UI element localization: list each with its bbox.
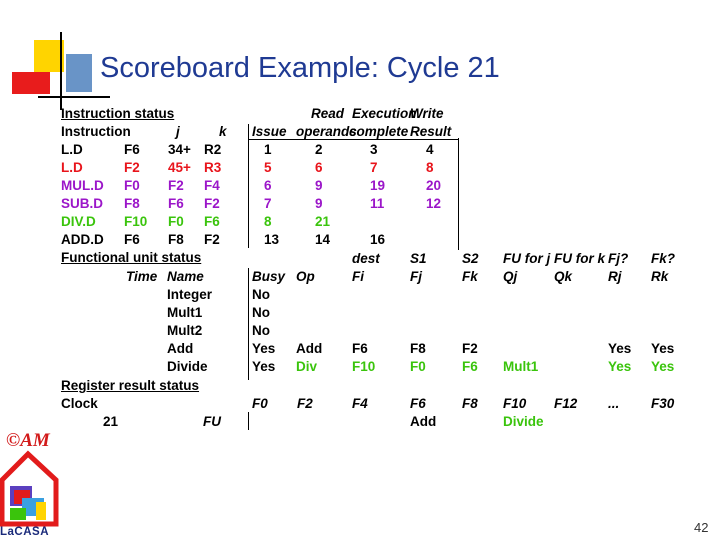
col-header-execution: Execution [352, 106, 417, 121]
instr-cell-issue: 6 [264, 178, 272, 193]
fu-header-qk: Qk [554, 269, 573, 284]
instr-cell-dest: F6 [124, 232, 140, 247]
fu-header-dest: dest [352, 251, 380, 266]
fu-cell-busy: Yes [252, 341, 276, 356]
fu-cell-rj: Yes [608, 359, 632, 374]
col-header-issue: Issue [252, 124, 287, 139]
fu-label: FU [203, 414, 221, 429]
grid-line-reg-left [248, 412, 249, 430]
instr-cell-op: DIV.D [61, 214, 96, 229]
instr-cell-read: 14 [315, 232, 331, 247]
fu-cell-name: Add [167, 341, 194, 356]
instr-cell-j: F6 [168, 196, 184, 211]
grid-line-left [248, 124, 249, 248]
fu-header-fu-for-j: FU for j [503, 251, 551, 266]
register-name: F4 [352, 396, 368, 411]
slide-title: Scoreboard Example: Cycle 21 [100, 52, 500, 84]
fu-cell-fk: F6 [462, 359, 478, 374]
fu-header-rj: Rj [608, 269, 622, 284]
register-name: F10 [503, 396, 527, 411]
instr-cell-k: F4 [204, 178, 220, 193]
col-header-j: j [176, 124, 180, 139]
register-name: F12 [554, 396, 578, 411]
register-name: ... [608, 396, 620, 411]
fu-header-name: Name [167, 269, 204, 284]
functional-unit-status-title: Functional unit status [61, 250, 202, 265]
col-header-write: Write [410, 106, 444, 121]
instr-cell-issue: 1 [264, 142, 272, 157]
fu-header-qj: Qj [503, 269, 518, 284]
fu-header-op: Op [296, 269, 315, 284]
fu-header-rk: Rk [651, 269, 669, 284]
fu-header-time: Time [126, 269, 158, 284]
instr-cell-dest: F2 [124, 160, 140, 175]
col-header-complete: complete [349, 124, 409, 139]
instr-cell-issue: 7 [264, 196, 272, 211]
fu-cell-name: Integer [167, 287, 213, 302]
instr-cell-exec: 7 [370, 160, 378, 175]
instr-cell-k: R2 [204, 142, 222, 157]
instruction-status-title: Instruction status [61, 106, 175, 121]
instr-cell-k: F2 [204, 196, 220, 211]
page-number: 42 [694, 520, 709, 535]
fu-cell-name: Mult2 [167, 323, 203, 338]
instr-cell-j: 34+ [168, 142, 191, 157]
col-header-instruction: Instruction [61, 124, 131, 139]
instr-cell-read: 9 [315, 196, 323, 211]
instr-cell-write: 20 [426, 178, 442, 193]
col-header-read: Read [311, 106, 345, 121]
register-name: F8 [462, 396, 478, 411]
instr-cell-dest: F0 [124, 178, 140, 193]
instr-cell-dest: F6 [124, 142, 140, 157]
fu-header-s2: S2 [462, 251, 479, 266]
fu-header-fi: Fi [352, 269, 364, 284]
copyright-am-mark [6, 430, 50, 452]
instr-cell-exec: 3 [370, 142, 378, 157]
fu-cell-qj: Mult1 [503, 359, 539, 374]
fu-cell-op: Div [296, 359, 318, 374]
fu-cell-fi: F10 [352, 359, 376, 374]
instr-cell-issue: 5 [264, 160, 272, 175]
fu-cell-fk: F2 [462, 341, 478, 356]
instr-cell-read: 2 [315, 142, 323, 157]
instr-cell-read: 9 [315, 178, 323, 193]
col-header-result: Result [410, 124, 452, 139]
instr-cell-dest: F8 [124, 196, 140, 211]
copyright-am-text: ©AM [6, 430, 50, 451]
fu-header-fk: Fk [462, 269, 478, 284]
fu-header-fj-q: Fj? [608, 251, 629, 266]
register-result-status-title: Register result status [61, 378, 200, 393]
grid-line-top [248, 139, 458, 140]
fu-cell-op: Add [296, 341, 323, 356]
fu-cell-busy: No [252, 305, 270, 320]
instr-cell-dest: F10 [124, 214, 148, 229]
fu-header-fu-for-k: FU for k [554, 251, 606, 266]
instr-cell-k: F2 [204, 232, 220, 247]
fu-cell-name: Mult1 [167, 305, 203, 320]
instr-cell-exec: 19 [370, 178, 386, 193]
grid-line-fu-left [248, 268, 249, 380]
register-fu-value: Divide [503, 414, 544, 429]
instr-cell-write: 8 [426, 160, 434, 175]
fu-cell-busy: No [252, 323, 270, 338]
register-name: F30 [651, 396, 675, 411]
instr-cell-write: 12 [426, 196, 442, 211]
register-fu-value: Add [410, 414, 437, 429]
clock-value: 21 [103, 414, 119, 429]
clock-label: Clock [61, 396, 98, 411]
fu-cell-rk: Yes [651, 341, 675, 356]
instr-cell-issue: 8 [264, 214, 272, 229]
lacasa-house-logo [0, 452, 60, 526]
instr-cell-op: L.D [61, 160, 83, 175]
fu-cell-busy: Yes [252, 359, 276, 374]
instr-cell-exec: 11 [370, 196, 385, 211]
fu-cell-rk: Yes [651, 359, 675, 374]
fu-cell-fj: F0 [410, 359, 426, 374]
fu-header-busy: Busy [252, 269, 286, 284]
col-header-k: k [219, 124, 227, 139]
register-name: F6 [410, 396, 426, 411]
fu-cell-fj: F8 [410, 341, 426, 356]
instr-cell-issue: 13 [264, 232, 280, 247]
fu-cell-name: Divide [167, 359, 208, 374]
instr-cell-read: 6 [315, 160, 323, 175]
instr-cell-j: F8 [168, 232, 184, 247]
instr-cell-write: 4 [426, 142, 434, 157]
instr-cell-j: F2 [168, 178, 184, 193]
instr-cell-exec: 16 [370, 232, 386, 247]
register-name: F2 [297, 396, 313, 411]
lacasa-logo-text: LaCASA [0, 526, 50, 538]
register-name: F0 [252, 396, 268, 411]
instr-cell-read: 21 [315, 214, 331, 229]
fu-cell-rj: Yes [608, 341, 632, 356]
instr-cell-op: MUL.D [61, 178, 104, 193]
col-header-operands: operands [296, 124, 357, 139]
instr-cell-j: 45+ [168, 160, 191, 175]
instr-cell-j: F0 [168, 214, 184, 229]
fu-header-fk-q: Fk? [651, 251, 676, 266]
instr-cell-k: R3 [204, 160, 222, 175]
fu-header-s1: S1 [410, 251, 427, 266]
fu-header-fj: Fj [410, 269, 422, 284]
instr-cell-op: SUB.D [61, 196, 104, 211]
fu-cell-fi: F6 [352, 341, 368, 356]
instr-cell-op: L.D [61, 142, 83, 157]
instr-cell-k: F6 [204, 214, 220, 229]
grid-line-right [458, 138, 459, 250]
instr-cell-op: ADD.D [61, 232, 104, 247]
fu-cell-busy: No [252, 287, 270, 302]
